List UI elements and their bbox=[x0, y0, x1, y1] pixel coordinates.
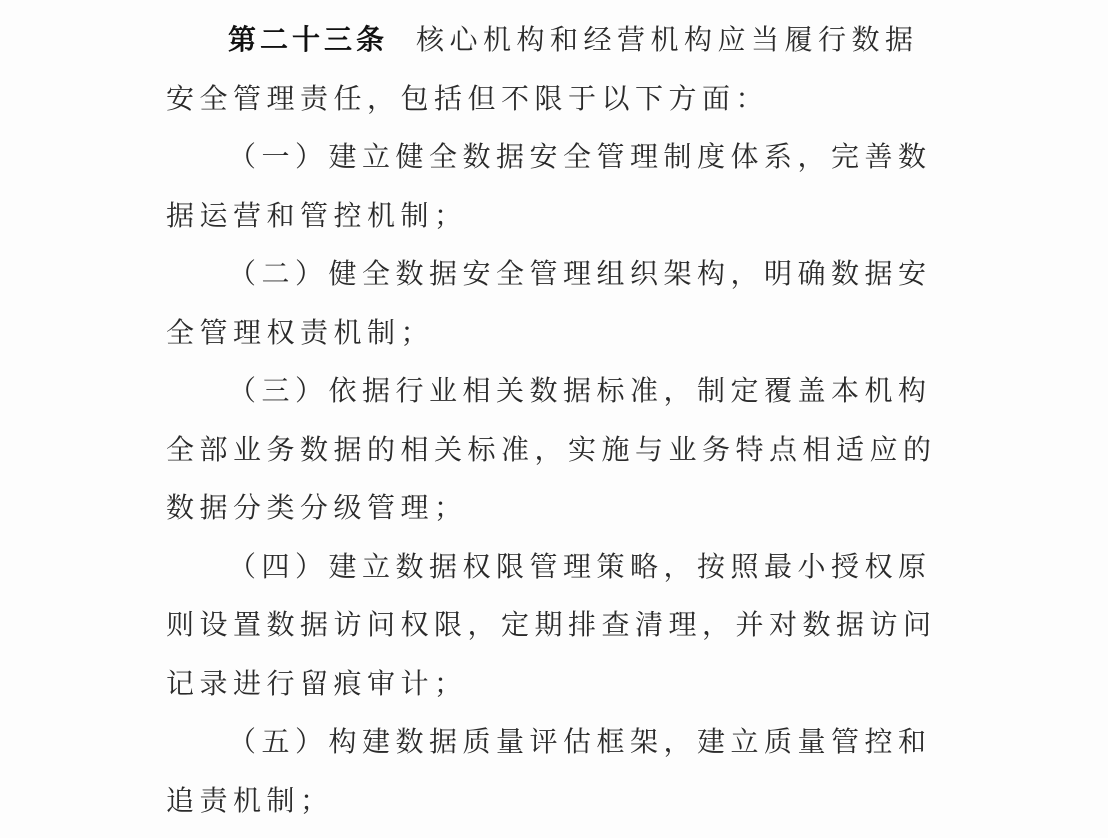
article-intro-text: 核心机构和经营机构应当履行数据安全管理责任，包括但不限于以下方面： bbox=[166, 23, 919, 115]
list-item-1: （一）建立健全数据安全管理制度体系，完善数据运营和管控机制； bbox=[166, 140, 932, 232]
list-item-4: （四）建立数据权限管理策略，按照最小授权原则设置数据访问权限，定期排查清理，并对数据访问记录进行留痕审计； bbox=[166, 549, 937, 700]
list-item-3: （三）依据行业相关数据标准，制定覆盖本机构全部业务数据的相关标准，实施与业务特点相适应的数据分类分级管理； bbox=[166, 374, 937, 524]
list-item-5: （五）构建数据质量评估框架，建立质量管控和追责机制； bbox=[166, 725, 932, 817]
list-item-2: （二）健全数据安全管理组织架构，明确数据安全管理权责机制； bbox=[166, 257, 932, 349]
article-heading: 第二十三条 bbox=[228, 23, 389, 56]
article-intro-paragraph bbox=[166, 11, 951, 128]
